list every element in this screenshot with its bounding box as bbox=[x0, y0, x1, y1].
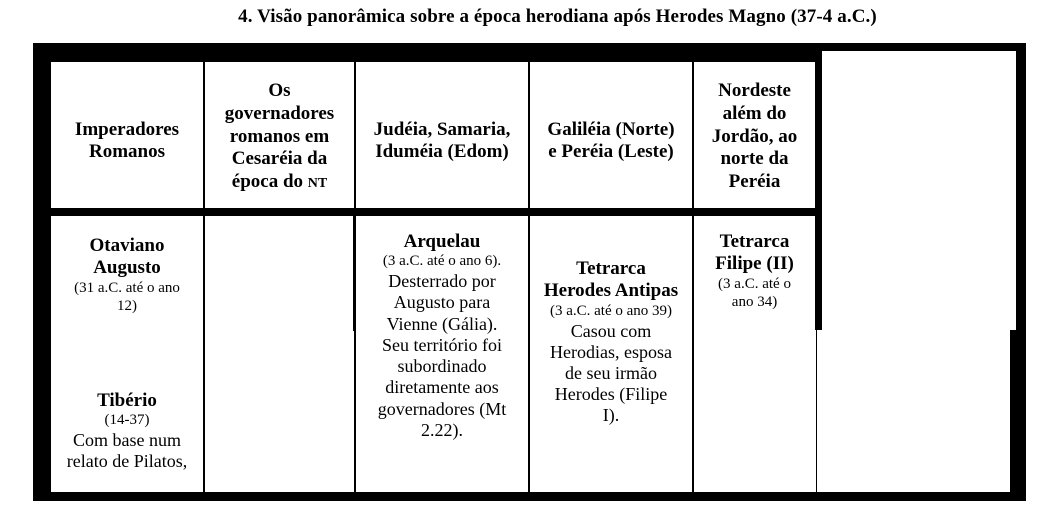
body-cell-col2 bbox=[205, 216, 354, 492]
header-galileia: Galiléia (Norte) e Peréia (Leste) bbox=[547, 119, 675, 163]
divider bbox=[353, 216, 354, 331]
divider bbox=[816, 330, 817, 492]
header-judeia: Judéia, Samaria, Iduméia (Edom) bbox=[373, 119, 511, 163]
divider bbox=[815, 216, 822, 330]
page-title: 4. Visão panorâmica sobre a época herodiana após Herodes Magno (37-4 a.C.) bbox=[238, 6, 877, 27]
body-cell-col6 bbox=[815, 330, 1016, 492]
divider bbox=[1010, 330, 1016, 492]
header-imperadores: Imperadores Romanos bbox=[74, 119, 180, 163]
ruler-arquelau: Arquelau (3 a.C. até o ano 6). Desterrado por Augusto para Vienne (Gália). Seu território foi subordinado diretamente aos governadores (Mt 2.22). bbox=[377, 231, 507, 440]
header-nordeste: Nordeste além do Jordão, ao norte da Peréia bbox=[711, 80, 798, 193]
ruler-otaviano: Otaviano Augusto (31 a.C. até o ano 12) bbox=[74, 235, 180, 314]
ruler-antipas: Tetrarca Herodes Antipas (3 a.C. até o ano 39) Casou com Herodias, esposa de seu irmão Herodes (Filipe I). bbox=[543, 258, 679, 426]
header-governadores: Os governadores romanos em Cesaréia da época do NT bbox=[224, 80, 335, 193]
ruler-tiberio: Tibério (14-37) Com base num relato de Pilatos, bbox=[66, 390, 188, 472]
ruler-filipe: Tetrarca Filipe (II) (3 a.C. até o ano 34) bbox=[715, 231, 794, 310]
